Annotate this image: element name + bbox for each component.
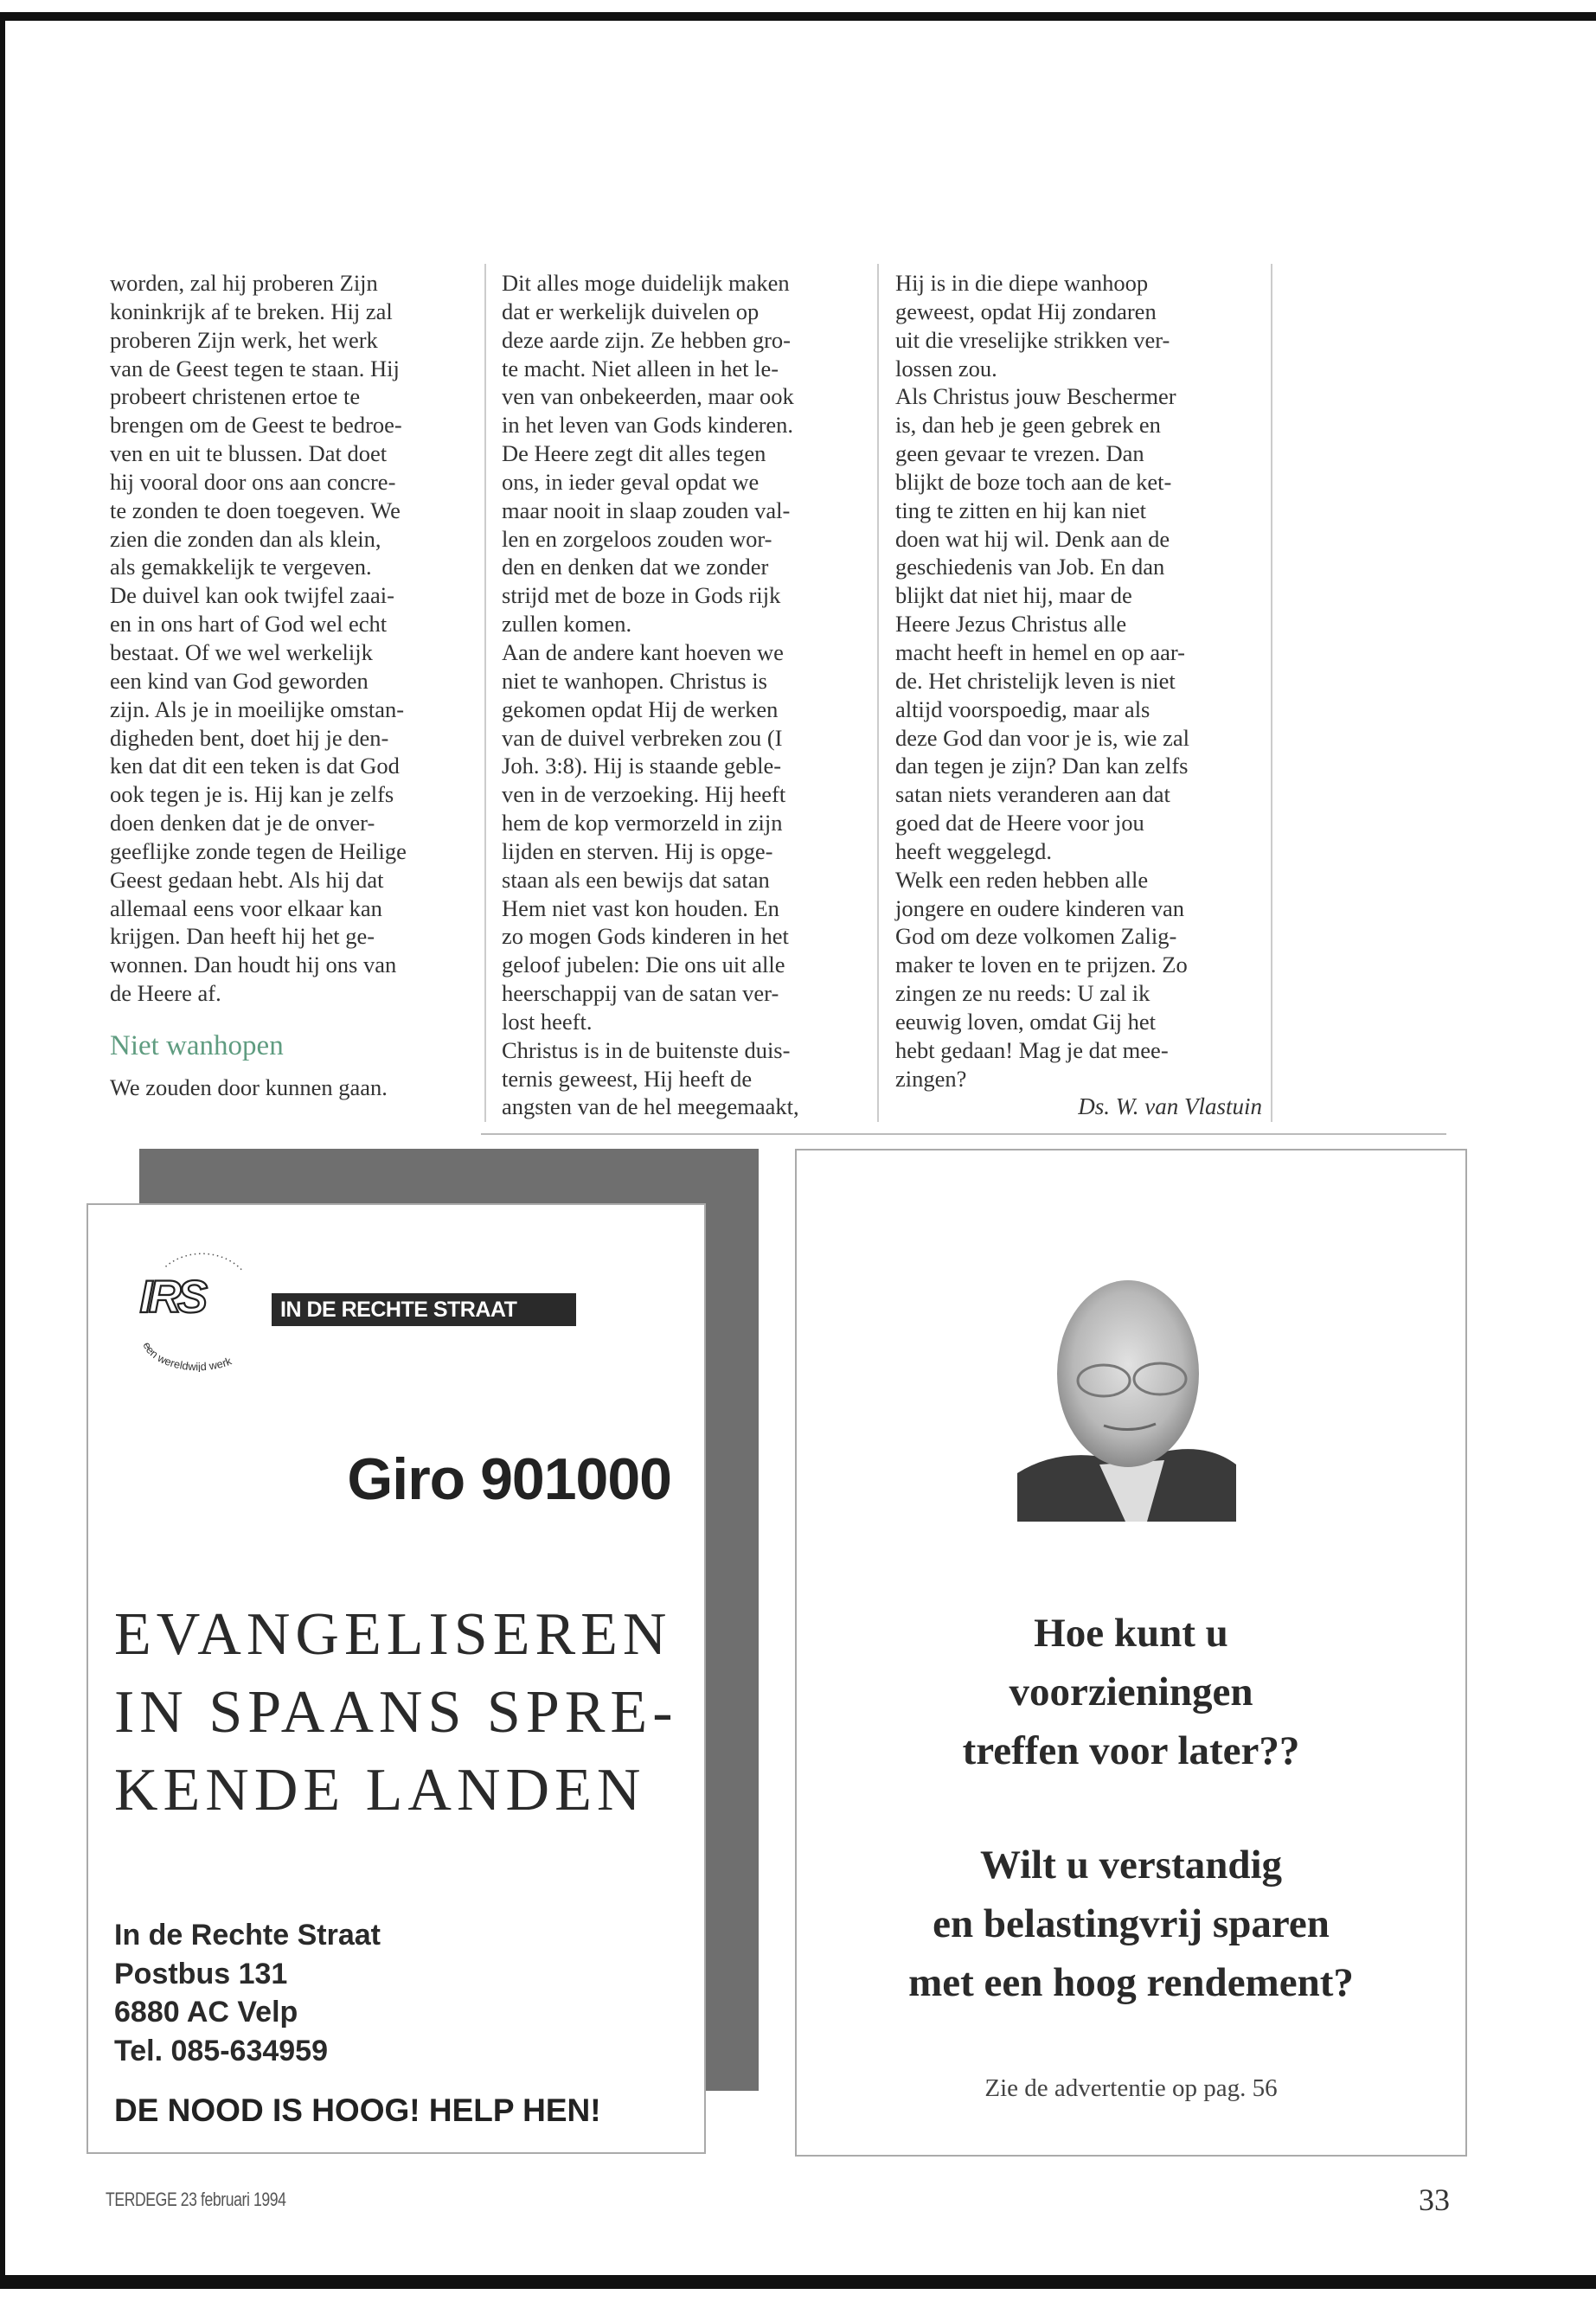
text-line: dan tegen je zijn? Dan kan zelfs xyxy=(895,753,1189,779)
text-line: lossen zou. xyxy=(895,355,997,381)
text-line: te macht. Niet alleen in het le- xyxy=(502,355,779,381)
text-line: De Heere zegt dit alles tegen xyxy=(502,440,766,467)
text-line: blijkt dat niet hij, maar de xyxy=(895,582,1132,609)
text-line: hij vooral door ons aan concre- xyxy=(110,468,396,495)
logo-tagline: een wereldwijd werk xyxy=(140,1340,234,1372)
text-line: Welk een reden hebben alle xyxy=(895,866,1149,893)
text-line: staan als een bewijs dat satan xyxy=(502,866,770,893)
text-line: doen denken dat je de onver- xyxy=(110,810,375,836)
text-line: een kind van God geworden xyxy=(110,667,369,694)
text-line: de Heere af. xyxy=(110,980,221,1007)
subheading: Niet wanhopen xyxy=(110,1029,284,1061)
text-line: zien die zonden dan als klein, xyxy=(110,525,381,552)
text-line: en in ons hart of God wel echt xyxy=(110,611,388,638)
text-line: Dit alles moge duidelijk maken xyxy=(502,270,790,296)
question-line: treffen voor later?? xyxy=(962,1728,1300,1773)
text-line: jongere en oudere kinderen van xyxy=(895,894,1185,921)
text-line: Heere Jezus Christus alle xyxy=(895,611,1127,638)
ad-page-reference: Zie de advertentie op pag. 56 xyxy=(984,2074,1278,2102)
text-line: angsten van de hel meegemaakt, xyxy=(502,1093,799,1120)
text-line: dat er werkelijk duivelen op xyxy=(502,298,760,324)
text-line: maker te loven en te prijzen. Zo xyxy=(895,952,1188,978)
text-line: zingen ze nu reeds: U zal ik xyxy=(895,980,1151,1007)
text-line: heeft weggelegd. xyxy=(895,837,1052,864)
call-to-action: DE NOOD IS HOOG! HELP HEN! xyxy=(114,2093,601,2128)
text-line: gekomen opdat Hij de werken xyxy=(502,695,779,722)
address-line: Tel. 085-634959 xyxy=(114,2034,328,2067)
text-line: in het leven van Gods kinderen. xyxy=(502,412,794,439)
text-line: geweest, opdat Hij zondaren xyxy=(895,298,1157,324)
article-column-2 xyxy=(502,269,799,1121)
section-divider xyxy=(481,1133,1446,1135)
text-line: ook tegen je is. Hij kan je zelfs xyxy=(110,781,394,808)
question-line: Wilt u verstandig xyxy=(979,1843,1283,1888)
question-line: en belastingvrij sparen xyxy=(933,1901,1330,1946)
text-line: zullen komen. xyxy=(502,611,632,638)
text-line: krijgen. Dan heeft hij het ge- xyxy=(110,923,375,950)
logo-letters: IRS xyxy=(139,1271,204,1323)
page-number: 33 xyxy=(1419,2182,1450,2217)
question-line: met een hoog rendement? xyxy=(908,1960,1354,2005)
text-line: Als Christus jouw Beschermer xyxy=(895,383,1176,410)
text-line: ken dat dit een teken is dat God xyxy=(110,753,400,779)
text-line: probeert christenen ertoe te xyxy=(110,383,361,410)
text-line: brengen om de Geest te bedroe- xyxy=(110,412,402,439)
text-line: bestaat. Of we wel werkelijk xyxy=(110,638,373,665)
author-signature: Ds. W. van Vlastuin xyxy=(1078,1093,1262,1120)
column-divider xyxy=(484,264,486,1122)
text-line: ven van onbekeerden, maar ook xyxy=(502,383,794,410)
portrait-photo xyxy=(1017,1279,1236,1522)
text-line: wonnen. Dan houdt hij ons van xyxy=(110,952,397,978)
text-line: deze aarde zijn. Ze hebben gro- xyxy=(502,326,792,353)
text-line: Hem niet vast kon houden. En xyxy=(502,894,779,921)
text-line: zijn. Als je in moeilijke omstan- xyxy=(110,695,405,722)
text-line: digheden bent, doet hij je den- xyxy=(110,724,389,751)
text-line: zingen? xyxy=(895,1065,967,1092)
text-line: doen wat hij wil. Denk aan de xyxy=(895,525,1170,552)
irs-banner: IN DE RECHTE STRAAT xyxy=(272,1293,576,1326)
text-line: Christus is in de buitenste duis- xyxy=(502,1036,791,1063)
scan-border-top xyxy=(0,12,1596,21)
text-line: geen gevaar te vrezen. Dan xyxy=(895,440,1144,467)
column-divider xyxy=(877,264,879,1122)
savings-advertisement xyxy=(795,1149,1467,2157)
text-line: heerschappij van de satan ver- xyxy=(502,980,779,1007)
ad-address xyxy=(114,1916,381,2070)
text-line: De duivel kan ook twijfel zaai- xyxy=(110,582,394,609)
column-divider xyxy=(1271,264,1272,1122)
text-line: allemaal eens voor elkaar kan xyxy=(110,894,382,921)
text-line: Hij is in die diepe wanhoop xyxy=(895,270,1149,296)
text-line: God om deze volkomen Zalig- xyxy=(895,923,1177,950)
text-line: blijkt de boze toch aan de ket- xyxy=(895,468,1172,495)
text-line: len en zorgeloos zouden wor- xyxy=(502,525,772,552)
publication-footer: TERDEGE 23 februari 1994 xyxy=(106,2189,286,2210)
address-line: Postbus 131 xyxy=(114,1957,288,1990)
text-line: geeflijke zonde tegen de Heilige xyxy=(110,837,407,864)
text-line: geloof jubelen: Die ons uit alle xyxy=(502,952,785,978)
text-line: goed dat de Heere voor jou xyxy=(895,810,1144,836)
text-line: koninkrijk af te breken. Hij zal xyxy=(110,298,393,324)
text-line: strijd met de boze in Gods rijk xyxy=(502,582,781,609)
scan-border-left xyxy=(0,12,5,2289)
text-line: den en denken dat we zonder xyxy=(502,554,769,580)
text-line: de. Het christelijk leven is niet xyxy=(895,667,1176,694)
text-line: ting te zitten en hij kan niet xyxy=(895,497,1146,523)
text-line: macht heeft in hemel en op aar- xyxy=(895,638,1185,665)
text-line: geschiedenis van Job. En dan xyxy=(895,554,1165,580)
headline-line: IN SPAANS SPRE- xyxy=(114,1679,678,1746)
text-line: van de duivel verbreken zou (I xyxy=(502,724,783,751)
headline-line: KENDE LANDEN xyxy=(114,1757,646,1823)
text-line: Aan de andere kant hoeven we xyxy=(502,638,784,665)
text-line: als gemakkelijk te vergeven. xyxy=(110,554,372,580)
text-line: eeuwig loven, omdat Gij het xyxy=(895,1008,1156,1035)
ad-question-1 xyxy=(797,1604,1465,1780)
text-line: ven in de verzoeking. Hij heeft xyxy=(502,781,786,808)
text-line: niet te wanhopen. Christus is xyxy=(502,667,767,694)
text-line: altijd voorspoedig, maar als xyxy=(895,695,1151,722)
question-line: Hoe kunt u xyxy=(1034,1611,1228,1656)
irs-logo xyxy=(133,1248,263,1372)
irs-advertisement xyxy=(87,1203,706,2154)
text-line: We zouden door kunnen gaan. xyxy=(110,1074,388,1100)
text-line: ons, in ieder geval opdat we xyxy=(502,468,760,495)
address-line: 6880 AC Velp xyxy=(114,1996,298,2029)
address-line: In de Rechte Straat xyxy=(114,1919,381,1952)
text-line: zo mogen Gods kinderen in het xyxy=(502,923,789,950)
text-line: is, dan heb je geen gebrek en xyxy=(895,412,1161,439)
giro-number: Giro 901000 xyxy=(347,1446,671,1512)
text-line: uit die vreselijke strikken ver- xyxy=(895,326,1170,353)
text-line: Joh. 3:8). Hij is staande geble- xyxy=(502,753,782,779)
text-line: lost heeft. xyxy=(502,1008,593,1035)
question-line: voorzieningen xyxy=(1009,1670,1253,1715)
article-column-3 xyxy=(895,269,1262,1121)
text-line: deze God dan voor je is, wie zal xyxy=(895,724,1189,751)
text-line: maar nooit in slaap zouden val- xyxy=(502,497,791,523)
ad-question-2 xyxy=(797,1836,1465,2012)
text-line: lijden en sterven. Hij is opge- xyxy=(502,837,773,864)
text-line: Geest gedaan hebt. Als hij dat xyxy=(110,866,384,893)
text-line: van de Geest tegen te staan. Hij xyxy=(110,355,400,381)
text-line: worden, zal hij proberen Zijn xyxy=(110,270,378,296)
text-line: ternis geweest, Hij heeft de xyxy=(502,1065,753,1092)
article-column-1 xyxy=(110,269,407,1102)
text-line: te zonden te doen toegeven. We xyxy=(110,497,401,523)
headline-line: EVANGELISEREN xyxy=(114,1601,672,1668)
text-line: proberen Zijn werk, het werk xyxy=(110,326,378,353)
text-line: hebt gedaan! Mag je dat mee- xyxy=(895,1036,1169,1063)
ad-headline xyxy=(114,1596,678,1830)
text-line: ven en uit te blussen. Dat doet xyxy=(110,440,388,467)
text-line: satan niets veranderen aan dat xyxy=(895,781,1170,808)
scan-border-bottom xyxy=(0,2275,1596,2289)
text-line: hem de kop vermorzeld in zijn xyxy=(502,810,783,836)
